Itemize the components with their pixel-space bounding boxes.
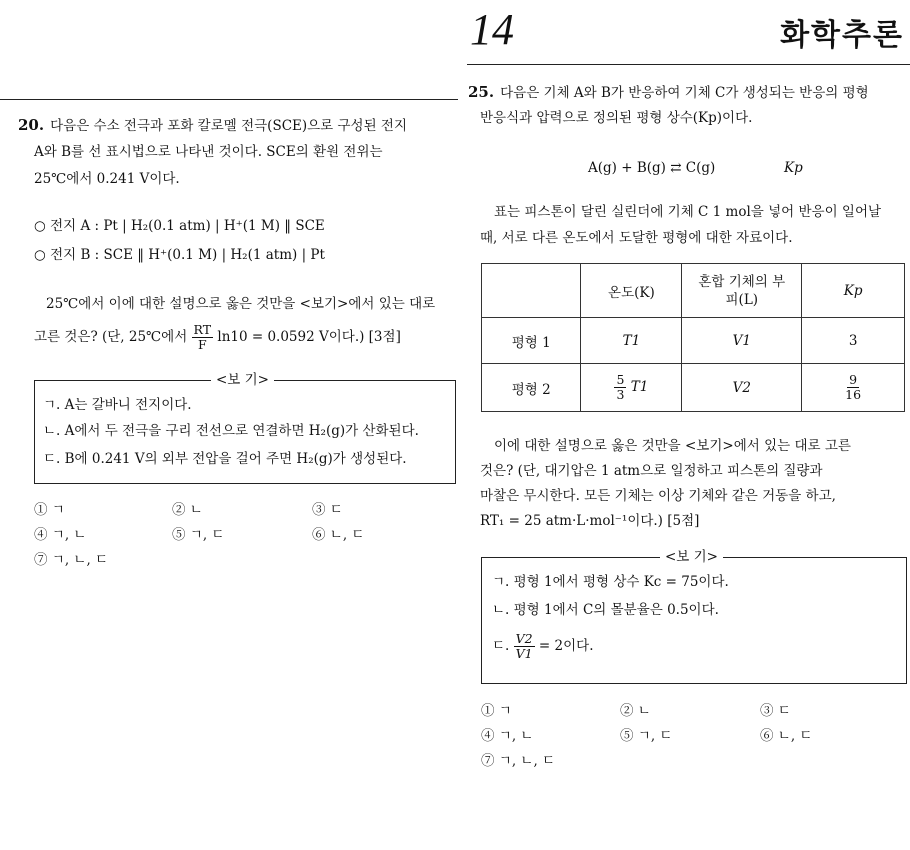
stem-text: A와 B를 선 표시법으로 나타낸 것이다. SCE의 환원 전위는 [34,144,383,160]
equilibrium-constant-symbol: Kp [784,160,803,176]
choice-6[interactable]: ⑥ ㄴ, ㄷ [312,527,365,543]
column-divider [0,99,458,100]
table-row [482,364,905,412]
subject-title: 화학추론 [780,18,904,53]
cell-a-notation: ○ 전지 A : Pt | H₂(0.1 atm) | H⁺(1 M) ‖ SCE [34,218,325,234]
choice-2[interactable]: ② ㄴ [620,703,651,719]
choice-6[interactable]: ⑥ ㄴ, ㄷ [760,728,813,744]
bogi-title: <보 기> [211,371,274,389]
choice-5[interactable]: ⑤ ㄱ, ㄷ [620,728,673,744]
choice-7[interactable]: ⑦ ㄱ, ㄴ, ㄷ [34,552,109,568]
question-prompt: 이에 대한 설명으로 옳은 것만을 <보기>에서 있는 대로 고른 [494,438,851,454]
temperature-fraction: $\frac{5}{3}$ [616,372,625,402]
choice-1[interactable]: ① ㄱ [481,703,512,719]
table-header-kp: Kp [802,264,905,318]
temperature-cell: $\frac{5}{3}$ T1 [581,364,682,412]
kp-fraction: $\frac{9}{16}$ [845,372,862,402]
choice-5[interactable]: ⑤ ㄱ, ㄷ [172,527,225,543]
question-number: 25. [468,83,495,101]
row-label: 평형 1 [482,318,581,364]
choice-4[interactable]: ④ ㄱ, ㄴ [481,728,534,744]
bogi-item: ㄴ. 평형 1에서 C의 몰분율은 0.5이다. [492,602,719,618]
table-row [482,318,905,364]
bogi-item: ㄷ. B에 0.241 V의 외부 전압을 걸어 주면 H₂(g)가 생성된다. [43,451,407,467]
stem-text: 다음은 기체 A와 B가 반응하여 기체 C가 생성되는 반응의 평형 [500,85,869,101]
table-header-empty [482,264,581,318]
stem-text: 25℃에서 0.241 V이다. [34,171,180,187]
stem-text: 반응식과 압력으로 정의된 평형 상수(Kp)이다. [480,110,753,126]
choice-2[interactable]: ② ㄴ [172,502,203,518]
page-number: 14 [470,5,514,54]
volume-cell: V1 [682,318,802,364]
bogi-item: ㄱ. A는 갈바니 전지이다. [43,397,192,413]
bogi-box [481,549,907,684]
question-prompt: 25℃에서 이에 대한 설명으로 옳은 것만을 <보기>에서 있는 대로 [46,296,436,312]
choice-1[interactable]: ① ㄱ [34,502,65,518]
table-header-temperature: 온도(K) [581,264,682,318]
kp-cell [802,364,905,412]
question-prompt: 것은? (단, 대기압은 1 atm으로 일정하고 피스톤의 질량과 [480,463,823,479]
bogi-item: ㄴ. A에서 두 전극을 구리 전선으로 연결하면 H₂(g)가 산화된다. [43,423,419,439]
volume-cell: V2 [682,364,802,412]
bogi-item: ㄱ. 평형 1에서 평형 상수 Kc = 75이다. [492,574,729,590]
question-prompt: RT₁ = 25 atm·L·mol⁻¹이다.) [5점] [480,513,700,529]
question-prompt: 고른 것은? (단, 25℃에서 $\frac{RT}{F}$ ln10 = 0.0592 V이다.) [3점] [34,322,401,352]
bogi-title: <보 기> [660,548,723,566]
rt-over-f-fraction: $\frac{RT}{F}$ [193,322,212,352]
bogi-item: ㄷ. $\frac{V2}{V1}$ = 2이다. [492,631,594,661]
choice-3[interactable]: ③ ㄷ [760,703,791,719]
question-prompt: 마찰은 무시한다. 모든 기체는 이상 기체와 같은 거동을 하고, [480,488,836,504]
temperature-cell: T1 [581,318,682,364]
reaction-equation: A(g) + B(g) ⇄ C(g) [588,160,716,176]
header-divider [467,64,910,65]
cell-b-notation: ○ 전지 B : SCE ‖ H⁺(0.1 M) | H₂(1 atm) | Pt [34,247,325,263]
question-number: 20. [18,116,45,134]
kp-cell: 3 [802,318,905,364]
equilibrium-table [481,263,905,412]
paragraph-text: 표는 피스톤이 달린 실린더에 기체 C 1 mol을 넣어 반응이 일어날 [494,204,882,220]
row-label: 평형 2 [482,364,581,412]
bogi-box [34,372,456,484]
choice-4[interactable]: ④ ㄱ, ㄴ [34,527,87,543]
choice-3[interactable]: ③ ㄷ [312,502,343,518]
table-header-volume: 혼합 기체의 부피(L) [682,264,802,318]
choice-7[interactable]: ⑦ ㄱ, ㄴ, ㄷ [481,753,556,769]
volume-ratio-fraction: $\frac{V2}{V1}$ [515,631,533,661]
paragraph-text: 때, 서로 다른 온도에서 도달한 평형에 대한 자료이다. [480,230,793,246]
stem-text: 다음은 수소 전극과 포화 칼로멜 전극(SCE)으로 구성된 전지 [50,118,408,134]
